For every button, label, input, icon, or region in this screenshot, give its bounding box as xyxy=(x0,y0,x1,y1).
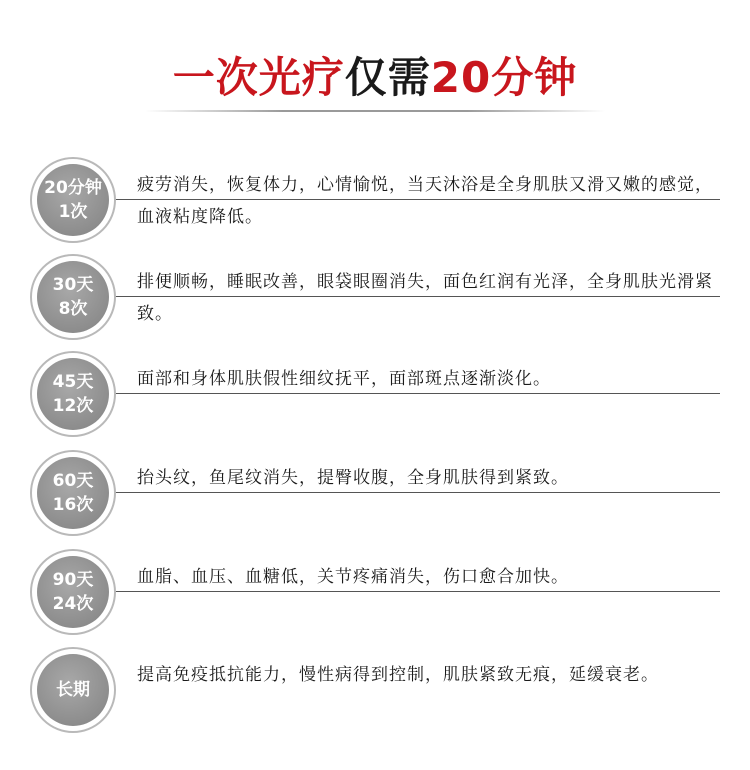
duration-badge xyxy=(30,647,116,733)
page-title xyxy=(0,50,750,106)
badge-duration: 90天 xyxy=(52,570,94,590)
timeline-item xyxy=(0,254,750,354)
badge-duration: 30天 xyxy=(52,275,94,295)
timeline-item xyxy=(0,157,750,257)
row-divider xyxy=(110,492,720,493)
badge-count: 12次 xyxy=(52,396,94,416)
timeline-item xyxy=(0,450,750,550)
timeline-item xyxy=(0,549,750,649)
timeline-item xyxy=(0,351,750,451)
effect-description: 抬头纹，鱼尾纹消失，提臀收腹，全身肌肤得到紧致。 xyxy=(137,468,569,488)
badge-count: 8次 xyxy=(58,299,88,319)
effect-description: 提高免疫抵抗能力，慢性病得到控制，肌肤紧致无痕，延缓衰老。 xyxy=(137,665,659,685)
badge-duration: 45天 xyxy=(52,372,94,392)
timeline-item xyxy=(0,647,750,747)
row-divider xyxy=(110,591,720,592)
title-part-duration: 20分钟 xyxy=(430,53,578,102)
badge-duration: 60天 xyxy=(52,471,94,491)
duration-badge xyxy=(30,254,116,340)
row-divider xyxy=(110,296,720,297)
row-divider xyxy=(110,393,720,394)
badge-count: 16次 xyxy=(52,495,94,515)
row-divider xyxy=(110,199,720,200)
duration-badge xyxy=(30,157,116,243)
effect-description: 疲劳消失，恢复体力，心情愉悦，当天沐浴是全身肌肤又滑又嫩的感觉，血液粘度降低。 xyxy=(137,175,713,227)
badge-duration: 长期 xyxy=(56,680,90,700)
duration-badge xyxy=(30,549,116,635)
effect-description: 面部和身体肌肤假性细纹抚平，面部斑点逐渐淡化。 xyxy=(137,369,551,389)
badge-duration: 20分钟 xyxy=(44,178,102,198)
badge-count: 1次 xyxy=(58,202,88,222)
title-part-only: 仅需 xyxy=(344,53,431,102)
duration-badge xyxy=(30,351,116,437)
duration-badge xyxy=(30,450,116,536)
effect-description: 血脂、血压、血糖低，关节疼痛消失，伤口愈合加快。 xyxy=(137,567,569,587)
badge-count: 24次 xyxy=(52,594,94,614)
title-divider xyxy=(145,110,605,112)
effect-description: 排便顺畅，睡眠改善，眼袋眼圈消失，面色红润有光泽，全身肌肤光滑紧致。 xyxy=(137,272,713,324)
title-part-treatment: 一次光疗 xyxy=(172,53,345,102)
